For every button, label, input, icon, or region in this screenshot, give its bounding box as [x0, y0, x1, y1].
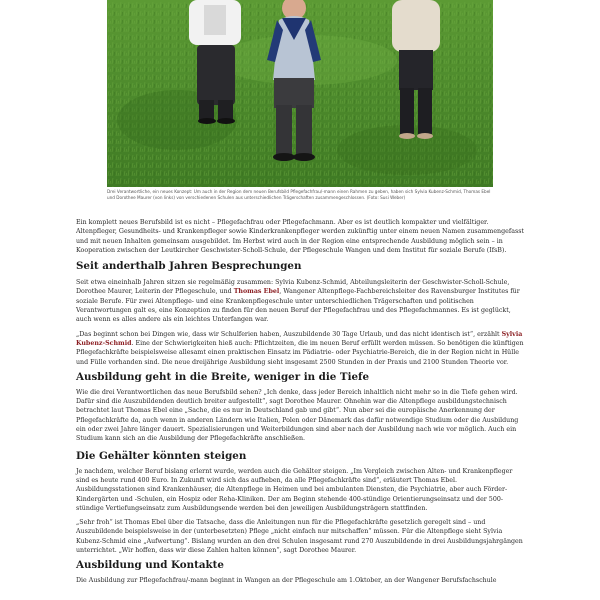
paragraph-gehaelter-2: „Sehr froh“ ist Thomas Ebel über die Tatsache, dass die Anleitungen nun für die Pflegefachkräfte gesetzlich geregelt sind – und Auszubildende beispielsweise in der (unterbesetzten) Pflege „nicht einfach nur mitschaffen“ müssen. Für die Altenpflege sieht Sylvia Kubenz-Schmid eine „Aufwertung“. Bislang wurden an den drei Schulen insgesamt rund 270 Auszubildende in drei Ausbildungsjahrgängen unterrichtet. „Wir hoffen, dass wir diese Zahlen halten können“, sagt Dorothee Maurer. [76, 519, 523, 555]
person-link-sylvia-kubenz-schmid[interactable]: Sylvia Kubenz-Schmid [76, 330, 523, 347]
paragraph-text: , Wangener Altenpflege-Fachbereichsleiter des Ravensburger Institutes für soziale Berufe. Für zwei Altenpflege- und eine Krankenpflegeschule unter unterschiedlichen Trägerschaften und politischen Verantwortungen galt es, eine Konzeption zu finden für den neuen Beruf der Pflegefachfrau und des Pflegefachmannes. Es ist geglückt, auch wenn es alles andere als ein leichtes Unterfangen war. [76, 288, 520, 324]
paragraph-text: „Das beginnt schon bei Dingen wie, dass wir Schulferien haben, Auszubildende 30 Tage Urlaub, und das nicht identisch ist“, erzählt [76, 330, 502, 338]
group-photo-image [107, 0, 493, 187]
intro-paragraph: Ein komplett neues Berufsbild ist es nicht – Pflegefachfrau oder Pflegefachmann. Aber es ist deutlich kompakter und vielfältiger. Altenpfleger, Gesundheits- und Krankenpfleger sowie Kinderkrankenpfleger werden zukünftig unter einem neuen Namen zusammengefasst und mit neuen Inhalten gemeinsam ausgebildet. Im Herbst wird auch in der Region eine entsprechende Ausbildung möglich sein – in Kooperation zwischen der Leutkircher Geschwister-Scholl-Schule, der Pflegeschule Wangen und dem Institut für soziale Berufe (IfsB). [76, 219, 524, 254]
paragraph-besprechungen-2 [76, 330, 526, 367]
article-body [76, 218, 526, 586]
photo-frame [107, 0, 493, 187]
heading-kontakte: Ausbildung und Kontakte [76, 559, 224, 572]
paragraph-kontakte: Die Ausbildung zur Pflegefachfrau/-mann beginnt in Wangen an der Pflegeschule am 1.Oktober, an der Wangener Berufsfachschule [76, 577, 497, 585]
photo-caption: Drei Verantwortliche, ein neues Konzept: Um auch in der Region dem neuen Berufsbild Pflegefachfrau/-mann einen Rahmen zu geben, haben sich Sylvia Kubenz-Schmid, Thomas Ebel und Dorothee Maurer (von links) von verschiedenen Schulen aus unterschiedlichen Trägerschaften zusammengeschlossen. (Foto: Susi Weber) [107, 189, 491, 200]
person-link-thomas-ebel[interactable]: Thomas Ebel [233, 288, 280, 296]
paragraph-besprechungen-1 [76, 278, 526, 324]
paragraph-ausbildung-breite: Wie die drei Verantwortlichen das neue Berufsbild sehen? „Ich denke, dass jeder Bereich inhaltlich nicht mehr so in die Tiefe gehen wird. Dafür sind die Auszubildenden deutlich breiter aufgestellt“, sagt Dorothee Maurer. Ohnehin war die Altenpflege ausbildungstechnisch betrachtet laut Thomas Ebel eine „Sache, die es nur in Deutschland gab und gibt“. Nun aber sei die europäische Anerkennung der Pflegefachkräfte da, auch wenn in anderen Ländern wie Italien, Polen oder Dänemark das dafür notwendige Studium oder die Ausbildung ein oder zwei Jahre länger dauert. Spezialisierungen und Weiterbildungen sind aber nach der Ausbildung nach wie vor möglich. Auch ein Studium kann sich an die Ausbildung der Pflegefachkräfte anschließen. [76, 388, 519, 443]
heading-gehaelter: Die Gehälter könnten steigen [76, 449, 247, 462]
heading-besprechungen: Seit anderthalb Jahren Besprechungen [76, 260, 302, 273]
paragraph-gehaelter-1: Je nachdem, welcher Beruf bislang erlernt wurde, werden auch die Gehälter steigen. „Im Vergleich zwischen Alten- und Krankenpfleger sind es heute rund 400 Euro. In Zukunft wird sich das aufheben, da alle Pflegefachkräfte sind“, erläutert Thomas Ebel. Ausbildungsstationen sind Krankenhäuser, die Altenpflege in Heimen und bei ambulanten Diensten, die Psychiatrie, aber auch Förder-Kindergärten und -Schulen, ein Hospiz oder Reha-Kliniken. Der am Beginn stehende 400-stündige Orientierungseinsatz und der 500-stündige Vertiefungseinsatz zum Ausbildungsende werden bei den jeweiligen Ausbildungsträgern stattfinden. [76, 467, 513, 512]
paragraph-text: . Eine der Schwierigkeiten hieß auch: Pflichtzeiten, die im neuen Beruf erfüllt werden müssen. So benötigen die künftigen Pflegefachkräfte beispielsweise allesamt einen praktischen Einsatz im Pädiatrie- oder Psychiatrie-Bereich, die in der Region nicht in Hülle und Fülle vorhanden sind. Die neue dreijährige Ausbildung sieht insgesamt 2500 Stunden in der Praxis und 2100 Stunden Theorie vor. [76, 339, 524, 366]
paragraph-text: Seit etwa eineinhalb Jahren sitzen sie regelmäßig zusammen: Sylvia Kubenz-Schmid, Abteilungsleiterin der Geschwister-Scholl-Schule, Dorothee Maurer, Leiterin der Pflegeschule, und [76, 279, 510, 296]
article-photo [107, 0, 493, 187]
heading-ausbildung-breite: Ausbildung geht in die Breite, weniger in die Tiefe [76, 370, 370, 383]
